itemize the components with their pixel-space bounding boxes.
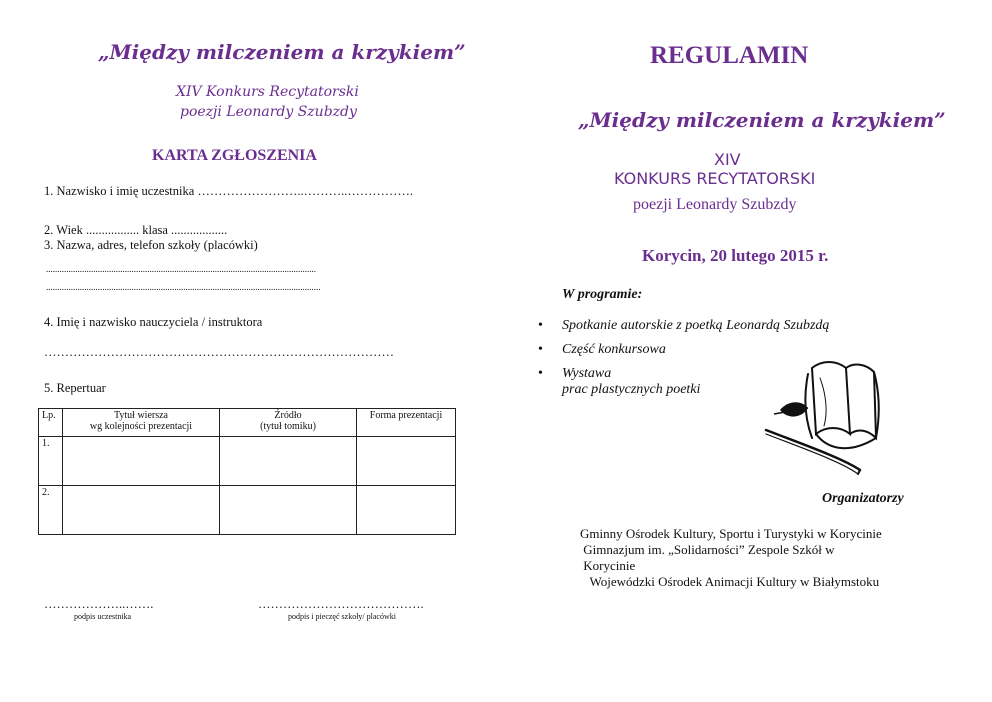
roman-numeral: XIV <box>714 150 741 169</box>
leaf-icon <box>774 402 808 416</box>
row-number: 2. <box>39 486 63 535</box>
signature-school-dots: …………………………………. <box>258 597 424 611</box>
list-item: • Część konkursowa <box>538 342 829 358</box>
organizers-list <box>580 526 882 590</box>
organizer-item: Korycinie <box>580 558 636 573</box>
regulations-title: REGULAMIN <box>650 42 809 69</box>
table-cell <box>220 486 357 535</box>
table-cell <box>63 437 220 486</box>
left-motto: „Między milczeniem a krzykiem” <box>98 40 466 64</box>
poet-name: poezji Leonardy Szubzdy <box>633 196 797 213</box>
table-row <box>39 486 456 535</box>
table-cell <box>220 437 357 486</box>
field-school: 3. Nazwa, adres, telefon szkoły (placówki) <box>44 238 258 252</box>
book-icon <box>805 362 878 448</box>
col-source: Źródło (tytuł tomiku) <box>220 409 357 437</box>
right-motto: „Między milczeniem a krzykiem” <box>578 108 946 132</box>
left-contest-line2: poezji Leonardy Szubzdy <box>180 104 357 120</box>
signature-school-label: podpis i pieczęć szkoły/ placówki <box>288 612 396 621</box>
organizer-item: Gimnazjum im. „Solidarności” Zespole Szkół w <box>580 542 835 557</box>
pen-icon <box>766 430 860 474</box>
place-date: Korycin, 20 lutego 2015 r. <box>642 246 829 265</box>
field-age-class: 2. Wiek ................. klasa .................. <box>44 223 228 237</box>
table-header-row <box>39 409 456 437</box>
repertoire-table <box>38 408 456 535</box>
school-dots-b: .......................................................................................................................... <box>46 282 321 292</box>
col-form: Forma prezentacji <box>357 409 456 437</box>
organizers-label: Organizatorzy <box>822 491 904 506</box>
program-label: W programie: <box>562 287 643 302</box>
table-cell <box>357 486 456 535</box>
signature-participant-dots: ………………..……. <box>44 597 154 611</box>
list-item: • Spotkanie autorskie z poetką Leonardą Szubzdą <box>538 318 829 334</box>
contest-name: KONKURS RECYTATORSKI <box>614 169 816 188</box>
form-title: KARTA ZGŁOSZENIA <box>152 147 317 164</box>
school-dots-a: ........................................................................................................................ <box>46 264 316 274</box>
field-teacher: 4. Imię i nazwisko nauczyciela / instruktora <box>44 315 263 329</box>
teacher-dots: ………………………………………………………………………… <box>44 345 394 359</box>
col-title: Tytuł wiersza wg kolejności prezentacji <box>63 409 220 437</box>
table-cell <box>63 486 220 535</box>
table-row <box>39 437 456 486</box>
field-repertoire: 5. Repertuar <box>44 381 106 395</box>
organizer-item: Gminny Ośrodek Kultury, Sportu i Turystyki w Korycinie <box>580 526 882 541</box>
table-cell <box>357 437 456 486</box>
organizer-item: Wojewódzki Ośrodek Animacji Kultury w Białymstoku <box>580 574 880 589</box>
row-number: 1. <box>39 437 63 486</box>
field-name: 1. Nazwisko i imię uczestnika ……………………..………..……………. <box>44 184 414 198</box>
book-illustration <box>762 354 892 476</box>
list-item: • Wystawa prac plastycznych poetki <box>538 366 829 398</box>
signature-participant-label: podpis uczestnika <box>74 612 132 621</box>
col-lp: Lp. <box>39 409 63 437</box>
left-contest-line1: XIV Konkurs Recytatorski <box>176 84 359 100</box>
